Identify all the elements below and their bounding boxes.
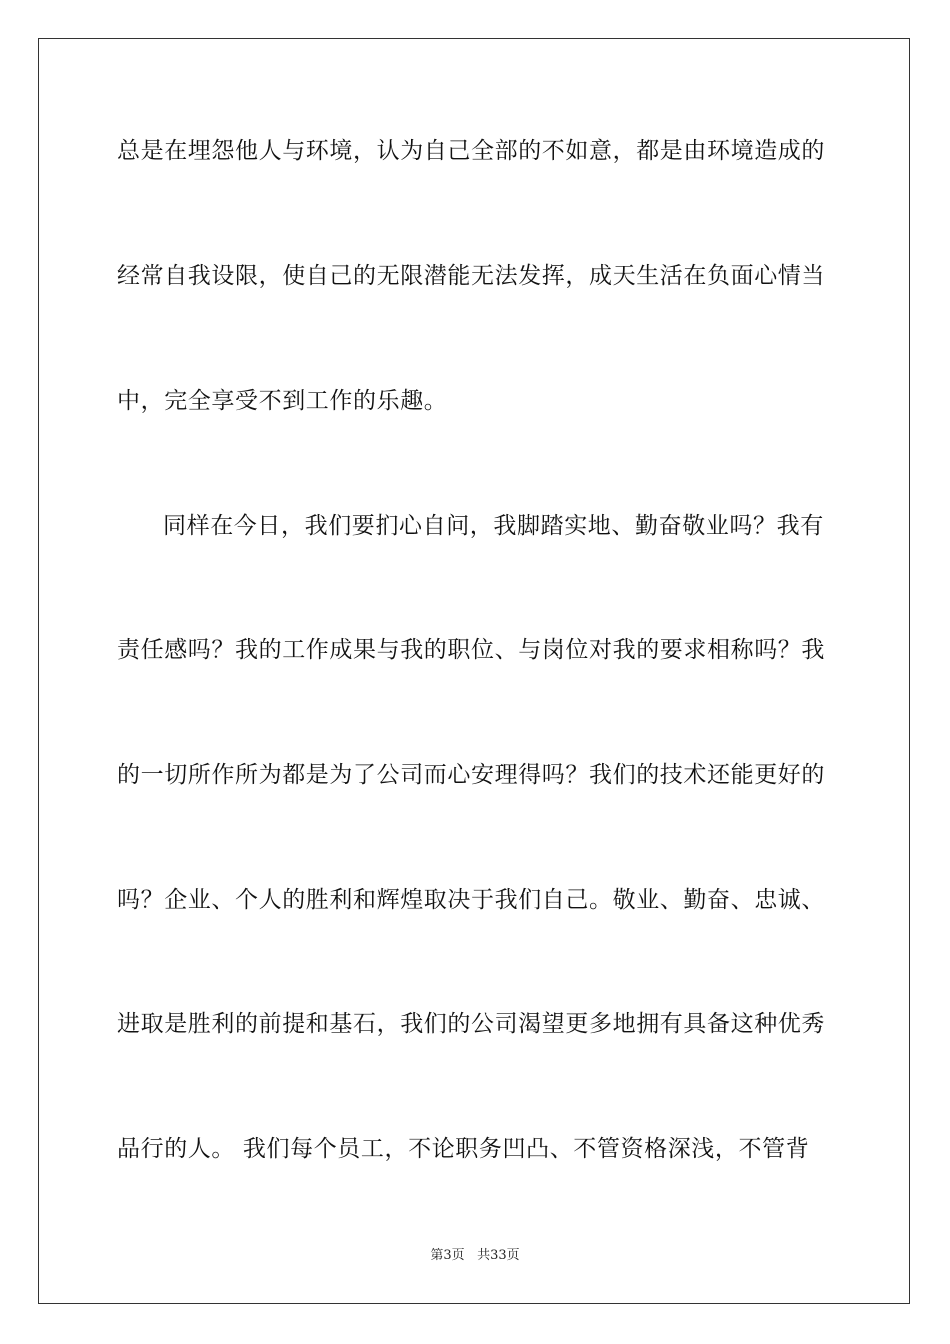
text-line: 进取是胜利的前提和基石，我们的公司渴望更多地拥有具备这种优秀 xyxy=(117,1011,825,1037)
current-page-number: 第3页 xyxy=(430,1248,465,1263)
page-footer xyxy=(0,1247,950,1265)
text-line: 的一切所作所为都是为了公司而心安理得吗？我们的技术还能更好的 xyxy=(117,762,825,788)
total-pages: 共33页 xyxy=(477,1248,520,1263)
text-line: 中，完全享受不到工作的乐趣。 xyxy=(117,388,448,414)
text-line: 吗？企业、个人的胜利和辉煌取决于我们自己。敬业、勤奋、忠诚、 xyxy=(117,887,825,913)
text-line: 经常自我设限，使自己的无限潜能无法发挥，成天生活在负面心情当 xyxy=(117,263,825,289)
page-border xyxy=(38,38,910,1304)
paragraph-first-line: 同样在今日，我们要扪心自问，我脚踏实地、勤奋敬业吗？我有 xyxy=(163,513,824,539)
text-line: 责任感吗？我的工作成果与我的职位、与岗位对我的要求相称吗？我 xyxy=(117,637,825,663)
footer-spacer xyxy=(465,1248,477,1263)
text-line: 品行的人。 我们每个员工，不论职务凹凸、不管资格深浅，不管背 xyxy=(117,1136,810,1162)
text-line: 总是在埋怨他人与环境，认为自己全部的不如意，都是由环境造成的 xyxy=(117,138,825,164)
